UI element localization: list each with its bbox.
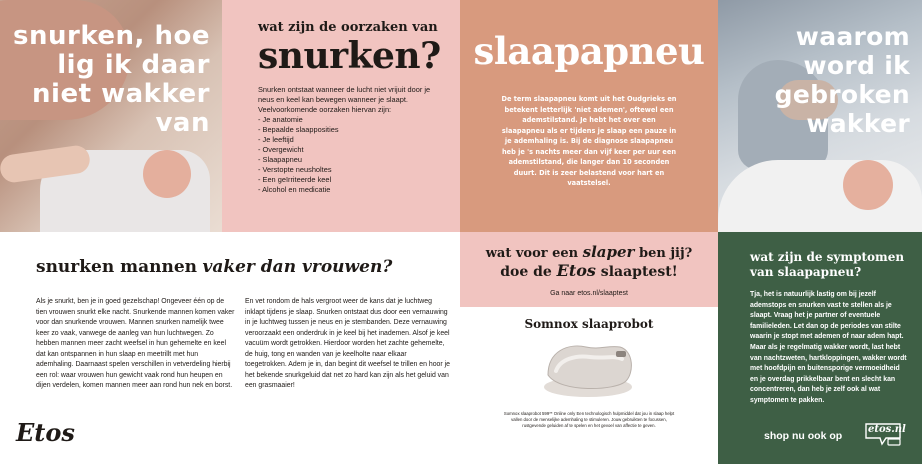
causes-subtitle: wat zijn de oorzaken van <box>258 20 438 35</box>
sleep-test-panel[interactable] <box>460 232 718 307</box>
causes-intro: Snurken ontstaat wanneer de lucht niet vrijuit door je neus en keel kan bewegen wanneer je slaapt. Veelvoorkomende oorzaken hiervan zijn: <box>258 85 431 114</box>
etos-shop-badge-label: etos.nl <box>868 424 906 435</box>
shop-link-label[interactable]: shop nu ook op <box>764 430 843 442</box>
list-item: - Overgewicht <box>258 145 446 155</box>
text-fragment: ben jij? <box>634 246 693 261</box>
sleep-test-line-1 <box>460 244 718 262</box>
decorative-circle <box>843 160 893 210</box>
causes-list <box>258 115 446 195</box>
causes-title: snurken? <box>258 35 441 77</box>
list-item: - Bepaalde slaapposities <box>258 125 446 135</box>
list-item: - Je leeftijd <box>258 135 446 145</box>
causes-panel <box>222 0 460 232</box>
article-panel <box>0 232 460 464</box>
symptoms-body: Tja, het is natuurlijk lastig om bij jezelf ademstops en snurken vast te stellen als je slaapt. Vraag het je partner of eventuele familieleden. Let dan op de periodes van stilte waarin je stopt met ademen of naar adem hapt. Maar als je regelmatig wakker wordt, last hebt van nachtzweten, hartkloppingen, wakker wordt met hoofdpijn en buitensporige vermoeidheid en je overdag prikkelbaar bent en slecht kan concentreren, dan heb je zelf ook al wat symptomen te pakken. <box>750 291 907 404</box>
decorative-circle <box>143 150 191 198</box>
sleep-apnea-panel <box>460 0 718 232</box>
snoring-photo-panel <box>0 0 222 232</box>
text-fragment: Etos <box>556 261 596 280</box>
text-fragment: doe de <box>500 264 557 280</box>
article-heading-bold: snurken mannen <box>36 257 198 277</box>
blanket-shape <box>718 160 922 232</box>
sleep-test-link[interactable]: Ga naar etos.nl/slaaptest <box>550 290 628 297</box>
article-heading-italic: vaker dan vrouwen? <box>202 257 393 277</box>
list-item: - Alcohol en medicatie <box>258 185 446 195</box>
waking-photo-panel <box>718 0 922 232</box>
text-fragment: wat voor een <box>485 246 583 261</box>
list-item: - Je anatomie <box>258 115 446 125</box>
somnox-caption: Somnox slaaprobot 599** Online only Een technologisch hulpmiddel dat jou in slaap helpt vallen door de menselijke ademhaling te stimuleren. Jouw gebruikten te focussen, rustgevende geluiden af te spelen en het gevoel van affectie te geven. <box>503 411 675 429</box>
article-heading <box>36 256 392 278</box>
text-fragment: slaaptest! <box>595 264 678 280</box>
photo-headline-left: snurken, hoe lig ik daar niet wakker van <box>13 21 210 138</box>
somnox-title: Somnox slaaprobot <box>524 317 654 331</box>
photo-headline-right: waarom word ik gebroken wakker <box>774 22 910 138</box>
etos-shop-badge[interactable] <box>864 422 904 446</box>
sleep-apnea-title: slaapapneu <box>473 29 705 73</box>
article-column-1: Als je snurkt, ben je in goed gezelschap! Ongeveer één op de tien vrouwen snurkt elke nacht. Snurkende mannen komen vaker voor dan snurkende vrouwen. Mannen snurken namelijk twee keer zo vaak, vanwege de aanleg van hun luchtwegen. Zo hebben mannen meer zacht weefsel in hun gehemelte en keel dat kan ontspannen in hun slaap en meetrillt met hun ademhaling. Daarnaast spelen verschillen in vetverdeling hierbij een rol: waar vrouwen hun gewicht vaak rond hun heupen en dijen verdelen, komen mannen meer aan rond hun nek en borst. <box>36 298 235 389</box>
list-item: - Verstopte neusholtes <box>258 165 446 175</box>
etos-logo: Etos <box>16 418 75 447</box>
symptoms-title: wat zijn de symptomen van slaapapneu? <box>750 250 905 279</box>
sleep-test-line-2 <box>460 262 718 281</box>
sleep-robot-icon <box>538 337 638 401</box>
somnox-panel <box>460 307 718 464</box>
list-item: - Slaapapneu <box>258 155 446 165</box>
article-column-2: En vet rondom de hals vergroot weer de kans dat je luchtweg inklapt tijdens je slaap. Snurken ontstaat dus door een vernauwing in je luchtweg tussen je neus en je stembanden. Deze vernauwing veroorzaakt een onderdruk in je keel bij het inademen. Alsof je keel vacuüm wordt getrokken. Hierdoor worden het zachte gehemelte, de huig, tong en wanden van je keelholte naar elkaar toegetrokken. Adem je in, dan begint dit weefsel te trillen en hoor je het bekende snurkgeluid dat net zo hard kan zijn als het geluid van een grasmaaier! <box>245 298 450 389</box>
list-item: - Een geïrriteerde keel <box>258 175 446 185</box>
symptoms-panel <box>718 232 922 464</box>
sleep-apnea-body: De term slaapapneu komt uit het Oudgrieks en betekent letterlijk 'niet ademen', oftewel een ademstilstand. Je hebt het over een slaapapneu als er tijdens je slaap een pauze in je ademhaling is. Bij de diagnose slaapapneu heb je 's nachts meer dan vijf keer per uur een ademstilstand, die langer dan 10 seconden duurt. Dit is zeer belastend voor hart en vaatstelsel. <box>501 95 677 187</box>
text-fragment: slaper <box>582 243 635 261</box>
